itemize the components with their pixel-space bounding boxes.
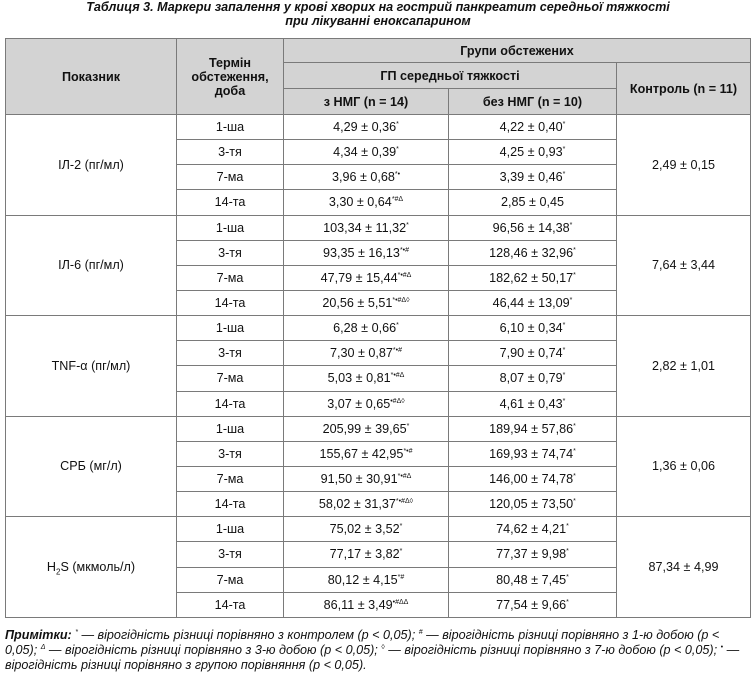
value-text: 96,56 ± 14,38: [492, 220, 570, 235]
significance-marks: *: [573, 447, 576, 455]
value-text: 155,67 ± 42,95: [319, 446, 404, 461]
note-1: — вірогідність різниці порівняно з контролем (p < 0,05);: [77, 628, 419, 642]
value-without-nmg: [449, 215, 617, 240]
value-text: 77,17 ± 3,82: [329, 547, 400, 562]
significance-marks: *•#Δ◊: [395, 497, 414, 505]
value-without-nmg: [449, 341, 617, 366]
significance-marks: *: [406, 422, 410, 430]
value-text: 46,44 ± 13,09: [492, 296, 570, 311]
term-day: 3-тя: [177, 542, 284, 567]
significance-marks: *: [569, 296, 573, 304]
value-with-nmg: [284, 341, 449, 366]
control-value: 2,49 ± 0,15: [617, 115, 751, 216]
notes-label: Примітки:: [5, 628, 72, 642]
value-text: 6,28 ± 0,66: [333, 321, 397, 336]
significance-marks: *•#: [392, 347, 402, 355]
value-text: 4,34 ± 0,39: [333, 145, 397, 160]
term-day: 1-ша: [177, 215, 284, 240]
note-marker-1: *: [75, 628, 78, 636]
value-with-nmg: [284, 542, 449, 567]
significance-marks: *: [573, 246, 576, 254]
value-with-nmg: [284, 165, 449, 190]
value-text: 77,37 ± 9,98: [496, 547, 567, 562]
table-row: [6, 115, 751, 140]
significance-marks: *: [566, 573, 569, 581]
value-with-nmg: [284, 190, 449, 215]
value-text: 80,48 ± 7,45: [496, 572, 567, 587]
significance-marks: *: [573, 422, 576, 430]
term-day: 14-та: [177, 391, 284, 416]
significance-marks: *: [562, 171, 566, 179]
title-line-2: при лікуванні еноксапарином: [285, 14, 471, 28]
value-with-nmg: [284, 441, 449, 466]
value-without-nmg: [449, 592, 617, 617]
indicator-name: TNF-α (пг/мл): [6, 316, 177, 417]
significance-marks: *#Δ: [391, 196, 404, 204]
term-day: 3-тя: [177, 240, 284, 265]
significance-marks: *: [562, 322, 566, 329]
value-with-nmg: [284, 215, 449, 240]
value-text: 2,85 ± 0,45: [501, 195, 564, 210]
value-text: 74,62 ± 4,21: [496, 522, 567, 537]
significance-marks: *: [562, 146, 566, 154]
value-without-nmg: [449, 441, 617, 466]
indicator-name: ІЛ-2 (пг/мл): [6, 115, 177, 216]
header-control: Контроль (n = 11): [617, 63, 751, 115]
header-with-nmg: з НМГ (n = 14): [284, 89, 449, 115]
term-day: 14-та: [177, 190, 284, 215]
table-notes: [5, 628, 750, 673]
value-without-nmg: [449, 190, 617, 215]
value-with-nmg: [284, 492, 449, 517]
table-title: [0, 0, 756, 28]
term-day: 7-ма: [177, 567, 284, 592]
value-text: 75,02 ± 3,52: [329, 522, 400, 537]
value-text: 146,00 ± 74,78: [489, 472, 574, 487]
significance-marks: *•#Δ: [390, 372, 405, 380]
value-text: 205,99 ± 39,65: [322, 421, 407, 436]
significance-marks: *: [406, 221, 409, 229]
value-with-nmg: [284, 391, 449, 416]
significance-marks: *: [566, 523, 569, 531]
value-text: 77,54 ± 9,66: [496, 597, 567, 612]
term-day: 3-тя: [177, 341, 284, 366]
value-text: 6,10 ± 0,34: [499, 321, 563, 336]
significance-marks: *: [569, 221, 573, 229]
value-with-nmg: [284, 240, 449, 265]
term-day: 14-та: [177, 592, 284, 617]
value-text: 91,50 ± 30,91: [320, 472, 398, 487]
note-5: — вірогідність різниці порівняно з групою порівняння (p < 0,05).: [5, 643, 740, 672]
value-text: 128,46 ± 32,96: [489, 245, 574, 260]
term-day: 3-тя: [177, 140, 284, 165]
value-text: 47,79 ± 15,44: [320, 270, 398, 285]
note-marker-4: ◊: [381, 643, 385, 651]
significance-marks: *•#Δ: [397, 271, 412, 279]
title-line-1: Таблиця 3. Маркери запалення у крові хворих на гострий панкреатит середньої тяжкості: [86, 0, 670, 14]
value-with-nmg: [284, 290, 449, 315]
significance-marks: *•#Δ◊: [392, 296, 410, 304]
table-row: [6, 316, 751, 341]
control-value: 2,82 ± 1,01: [617, 316, 751, 417]
markers-table: [5, 38, 751, 618]
value-without-nmg: [449, 466, 617, 491]
control-value: 87,34 ± 4,99: [617, 517, 751, 618]
significance-marks: *#: [397, 573, 405, 581]
significance-marks: •#Δ◊: [390, 397, 405, 405]
significance-marks: *: [562, 372, 566, 380]
value-text: 3,39 ± 0,46: [499, 170, 563, 185]
value-without-nmg: [449, 115, 617, 140]
significance-marks: *: [566, 598, 569, 606]
value-without-nmg: [449, 517, 617, 542]
significance-marks: *: [573, 497, 576, 505]
value-without-nmg: [449, 567, 617, 592]
term-day: 14-та: [177, 492, 284, 517]
control-value: 1,36 ± 0,06: [617, 416, 751, 517]
significance-marks: *: [562, 120, 566, 128]
significance-marks: *: [562, 397, 566, 405]
significance-marks: *: [573, 472, 576, 480]
header-term: Термін обстеження, доба: [177, 39, 284, 115]
term-day: 7-ма: [177, 165, 284, 190]
value-text: 120,05 ± 73,50: [489, 497, 574, 512]
value-text: 3,07 ± 0,65: [327, 396, 391, 411]
header-groups: Групи обстежених: [284, 39, 751, 63]
indicator-name-part: H: [46, 560, 57, 575]
value-text: 7,90 ± 0,74: [499, 346, 563, 361]
value-text: 5,03 ± 0,81: [327, 371, 391, 386]
value-without-nmg: [449, 290, 617, 315]
value-text: 3,30 ± 0,64: [328, 195, 392, 210]
term-day: 1-ша: [177, 115, 284, 140]
value-without-nmg: [449, 165, 617, 190]
term-day: 1-ша: [177, 416, 284, 441]
significance-marks: *: [562, 347, 566, 355]
value-text: 4,25 ± 0,93: [499, 145, 563, 160]
note-2: — вірогідність різниці порівняно з 1-ю добою (p < 0,05);: [5, 628, 720, 657]
note-3: — вірогідність різниці порівняно з 3-ю добою (p < 0,05);: [45, 643, 382, 657]
value-text: 182,62 ± 50,17: [489, 270, 574, 285]
significance-marks: *•: [394, 171, 401, 179]
value-text: 4,61 ± 0,43: [499, 396, 563, 411]
indicator-name-subscript: 2: [56, 567, 61, 577]
table-row: [6, 517, 751, 542]
value-text: 58,02 ± 31,37: [318, 497, 396, 512]
value-with-nmg: [284, 366, 449, 391]
value-with-nmg: [284, 115, 449, 140]
value-without-nmg: [449, 265, 617, 290]
note-4: — вірогідність різниці порівняно з 7-ю добою (p < 0,05);: [384, 643, 721, 657]
value-with-nmg: [284, 466, 449, 491]
significance-marks: *: [399, 523, 403, 531]
control-value: 7,64 ± 3,44: [617, 215, 751, 316]
value-text: 86,11 ± 3,49: [323, 597, 393, 612]
term-day: 14-та: [177, 290, 284, 315]
value-without-nmg: [449, 240, 617, 265]
note-marker-2: #: [418, 628, 423, 636]
significance-marks: *•#: [399, 246, 410, 254]
significance-marks: *: [573, 271, 576, 279]
value-with-nmg: [284, 567, 449, 592]
term-day: 7-ма: [177, 265, 284, 290]
value-text: 93,35 ± 16,13: [322, 245, 400, 260]
value-with-nmg: [284, 316, 449, 341]
value-with-nmg: [284, 517, 449, 542]
value-without-nmg: [449, 140, 617, 165]
term-day: 1-ша: [177, 517, 284, 542]
significance-marks: *: [399, 548, 403, 556]
significance-marks: *•#Δ: [397, 472, 412, 480]
value-with-nmg: [284, 592, 449, 617]
value-without-nmg: [449, 416, 617, 441]
indicator-name: [6, 517, 177, 618]
indicator-name-part: S (мкмоль/л): [60, 560, 136, 575]
term-day: 7-ма: [177, 366, 284, 391]
value-text: 7,30 ± 0,87: [329, 346, 393, 361]
value-text: 103,34 ± 11,32: [323, 220, 407, 235]
value-without-nmg: [449, 492, 617, 517]
significance-marks: *: [396, 322, 399, 329]
value-text: 189,94 ± 57,86: [489, 421, 574, 436]
value-text: 3,96 ± 0,68: [331, 170, 395, 185]
header-indicator: Показник: [6, 39, 177, 115]
indicator-name: ІЛ-6 (пг/мл): [6, 215, 177, 316]
significance-marks: *: [396, 120, 399, 128]
header-gp: ГП середньої тяжкості: [284, 63, 617, 89]
value-without-nmg: [449, 316, 617, 341]
value-without-nmg: [449, 542, 617, 567]
term-day: 1-ша: [177, 316, 284, 341]
value-with-nmg: [284, 265, 449, 290]
value-text: 169,93 ± 74,74: [489, 446, 574, 461]
significance-marks: *: [566, 548, 569, 556]
term-day: 3-тя: [177, 441, 284, 466]
value-with-nmg: [284, 416, 449, 441]
value-text: 4,22 ± 0,40: [499, 120, 563, 135]
note-marker-3: Δ: [40, 643, 46, 651]
value-without-nmg: [449, 366, 617, 391]
term-day: 7-ма: [177, 466, 284, 491]
significance-marks: *•#: [403, 447, 413, 455]
table-row: [6, 416, 751, 441]
value-with-nmg: [284, 140, 449, 165]
value-without-nmg: [449, 391, 617, 416]
value-text: 4,29 ± 0,36: [333, 120, 397, 135]
significance-marks: •#ΔΔ: [392, 598, 409, 606]
value-text: 20,56 ± 5,51: [322, 296, 393, 311]
significance-marks: *: [396, 146, 399, 154]
value-text: 80,12 ± 4,15: [327, 572, 398, 587]
note-marker-5: •: [720, 643, 724, 651]
indicator-name: СРБ (мг/л): [6, 416, 177, 517]
table-row: [6, 215, 751, 240]
header-without-nmg: без НМГ (n = 10): [449, 89, 617, 115]
value-text: 8,07 ± 0,79: [499, 371, 563, 386]
